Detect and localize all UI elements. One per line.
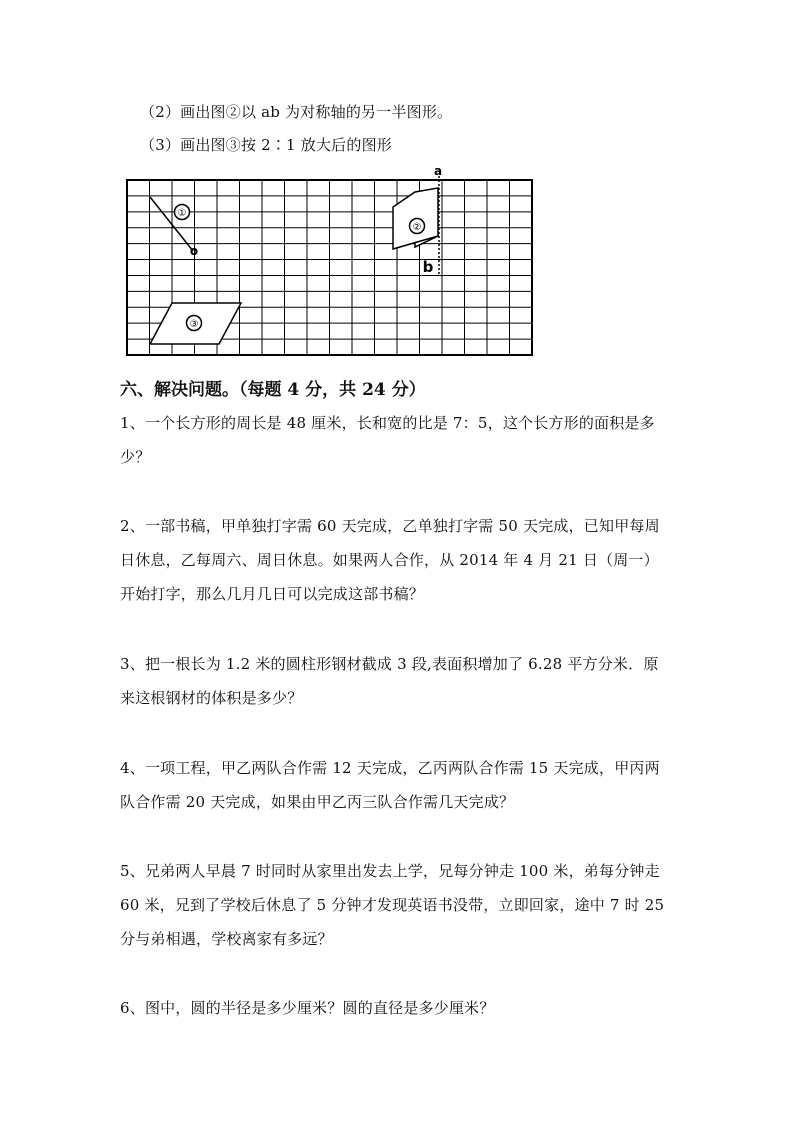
problem-5-line: 分与弟相遇，学校离家有多远？ bbox=[120, 930, 333, 948]
shape3-label: ③ bbox=[189, 319, 199, 330]
problem-2-line: 2、一部书稿，甲单独打字需 60 天完成，乙单独打字需 50 天完成，已知甲每周 bbox=[120, 517, 660, 535]
axis-label-a: a bbox=[433, 164, 443, 178]
instruction-item-3: （3）画出图③按 2∶1 放大后的图形 bbox=[140, 136, 392, 154]
point-o-label: o bbox=[189, 244, 199, 258]
problem-4-line: 队合作需 20 天完成，如果由甲乙丙三队合作需几天完成？ bbox=[120, 793, 515, 811]
grid-figure bbox=[120, 164, 540, 364]
problem-2-line: 日休息，乙每周六、周日休息。如果两人合作，从 2014 年 4 月 21 日（周一） bbox=[120, 551, 659, 569]
shape1-label: ① bbox=[177, 208, 187, 219]
problem-5-line: 5、兄弟两人早晨 7 时同时从家里出发去上学，兄每分钟走 100 米，弟每分钟走 bbox=[120, 862, 660, 880]
problem-3-line: 3、把一根长为 1.2 米的圆柱形钢材截成 3 段,表面积增加了 6.28 平方分米．原 bbox=[120, 655, 659, 673]
instruction-item-2: （2）画出图②以 ab 为对称轴的另一半图形。 bbox=[140, 103, 453, 121]
problem-5-line: 60 米，兄到了学校后休息了 5 分钟才发现英语书没带，立即回家，途中 7 时 25 bbox=[120, 896, 665, 914]
problem-3-line: 来这根钢材的体积是多少？ bbox=[120, 689, 303, 707]
shape2-label: ② bbox=[412, 222, 422, 233]
problem-6-line: 6、图中，圆的半径是多少厘米？圆的直径是多少厘米？ bbox=[120, 999, 495, 1017]
problem-2-line: 开始打字，那么几月几日可以完成这部书稿？ bbox=[120, 585, 425, 603]
problem-1-line: 少？ bbox=[120, 448, 151, 466]
problem-1-line: 1、一个长方形的周长是 48 厘米，长和宽的比是 7：5，这个长方形的面积是多 bbox=[120, 414, 655, 432]
section-title: 六、解决问题。（每题 4 分，共 24 分） bbox=[120, 380, 426, 400]
problem-4-line: 4、一项工程，甲乙两队合作需 12 天完成，乙丙两队合作需 15 天完成，甲丙两 bbox=[120, 759, 660, 777]
axis-label-b: b bbox=[422, 258, 434, 276]
